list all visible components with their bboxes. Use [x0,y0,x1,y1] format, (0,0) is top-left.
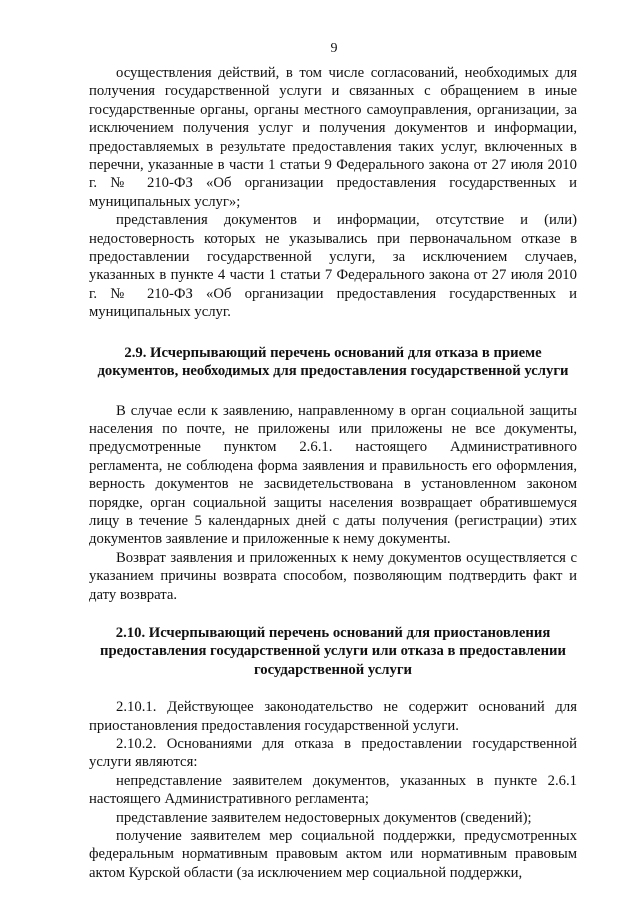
page-number: 9 [330,41,338,56]
paragraph-4: Возврат заявления и приложенных к нему документов осуществляется с указанием причины возврата способом, позволяющим подтвердить факт и дату возврата. [89,549,577,603]
paragraph-1: осуществления действий, в том числе согласований, необходимых для получения государственной услуги и связанных с обращением в иные государственные органы, органы местного самоуправления, организации, за исключением получения услуг и получения документов и информации, предоставляемых в результате предоставления таких услуг, включенных в перечни, указанные в части 1 статьи 9 Федерального закона от 27 июля 2010 г. № 210-ФЗ «Об организации предоставления государственных и муниципальных услуг»; [89,65,577,210]
paragraph-6: 2.10.2. Основаниями для отказа в предоставлении государственной услуги являются: [89,736,577,771]
paragraph-5: 2.10.1. Действующее законодательство не содержит оснований для приостановления предоставления государственной услуги. [89,699,577,734]
section-heading-2-9: 2.9. Исчерпывающий перечень оснований для отказа в приеме документов, необходимых для предоставления государственной услуги [97,344,569,380]
paragraph-7: непредставление заявителем документов, указанных в пункте 2.6.1 настоящего Административного регламента; [89,772,577,808]
paragraph-2: представления документов и информации, отсутствие и (или) недостоверность которых не указывались при первоначальном отказе в предоставлении государственной услуги, за исключением случаев, указанных в пункте 4 части 1 статьи 7 Федерального закона от 27 июля 2010 г. № 210-ФЗ «Об организации предоставления государственных и муниципальных услуг. [89,212,577,321]
paragraph-8: представление заявителем недостоверных документов (сведений); [116,809,532,826]
document-body [89,64,577,882]
section-heading-2-10: 2.10. Исчерпывающий перечень оснований для приостановления предоставления государственной услуги или отказа в предоставлении государственной услуги [100,624,566,678]
paragraph-9: получение заявителем мер социальной поддержки, предусмотренных федеральным нормативным правовым актом или нормативным правовым актом Курской области (за исключением мер социальной поддержки, [89,828,577,881]
paragraph-3: В случае если к заявлению, направленному в орган социальной защиты населения по почте, не приложены или приложены не все документы, предусмотренные пунктом 2.6.1. настоящего Административного регламента, не соблюдена форма заявления и правильность его оформления, верность документов не засвидетельствована в установленном законом порядке, орган социальной защиты населения возвращает обратившемуся лицу в течение 5 календарных дней с даты получения (регистрации) этих документов заявление и приложенные к нему документы. [89,402,577,548]
